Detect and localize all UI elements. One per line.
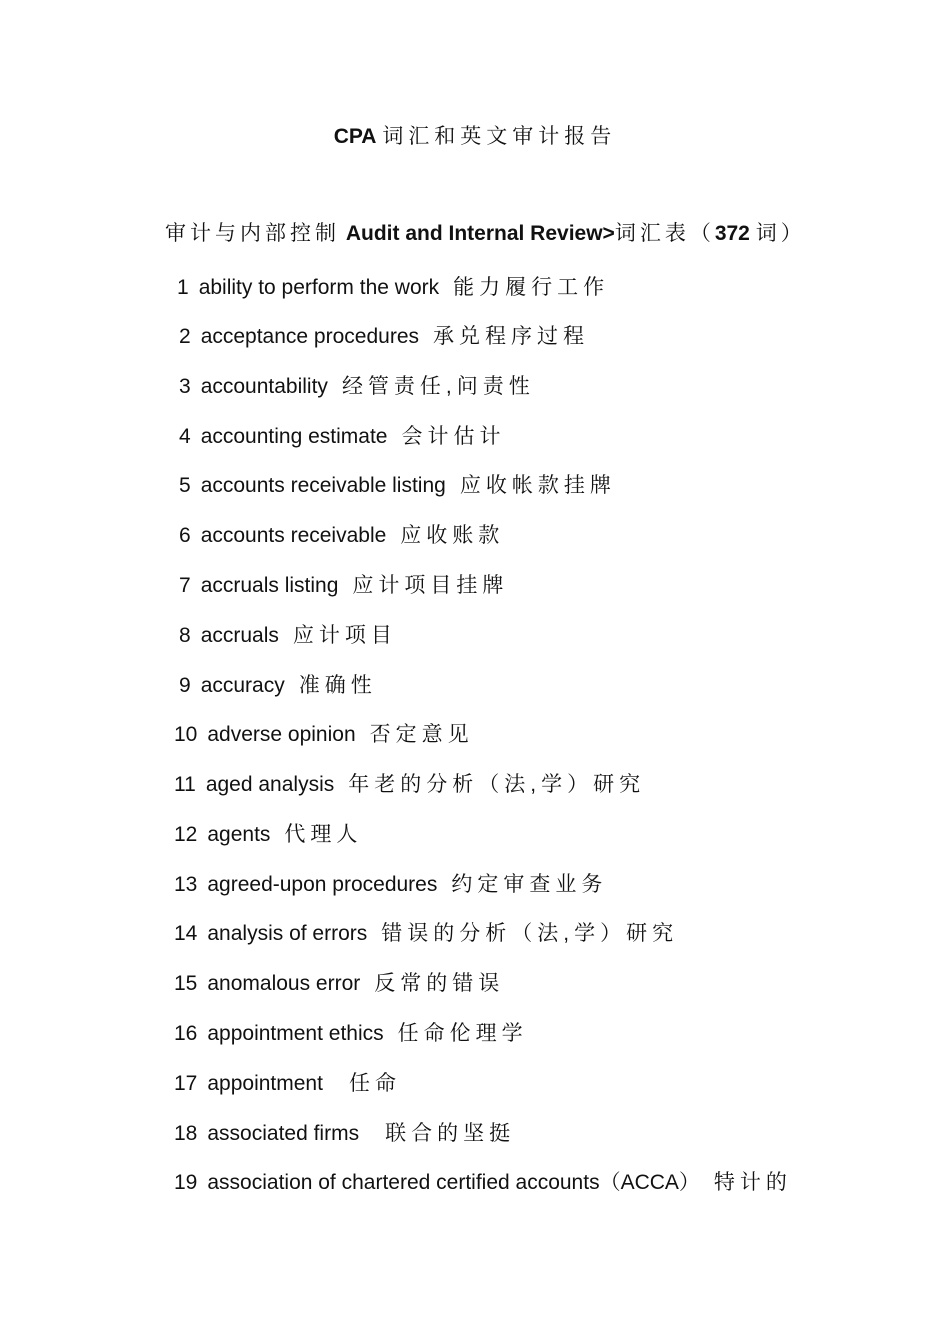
list-item [179, 621, 397, 651]
entry-chinese: 经管责任,问责性 [341, 375, 535, 398]
entry-number: 10 [174, 723, 198, 746]
entry-number: 14 [174, 922, 198, 945]
entry-english: ability to perform the work [198, 276, 440, 299]
entry-chinese: 错误的分析（法,学）研究 [381, 922, 679, 945]
list-item [174, 1069, 401, 1099]
list-item [179, 571, 508, 601]
entry-chinese: 反常的错误 [374, 972, 505, 995]
entry-chinese: 任命伦理学 [397, 1022, 528, 1045]
list-item [174, 770, 645, 800]
entry-chinese: 承兑程序过程 [433, 325, 589, 348]
entry-chinese: 应计项目 [292, 624, 397, 647]
list-item [174, 919, 678, 949]
entry-chinese: 代理人 [284, 823, 363, 846]
entry-number: 8 [179, 624, 191, 647]
entry-english: associated firms [207, 1122, 360, 1145]
entry-english: association of chartered certified accounts（ACCA） [207, 1171, 700, 1194]
entry-chinese: 否定意见 [369, 723, 474, 746]
entry-chinese: 准确性 [298, 674, 377, 697]
entry-number: 11 [174, 773, 196, 796]
entry-chinese: 应计项目挂牌 [352, 574, 509, 597]
list-item [177, 273, 609, 303]
entry-chinese: 年老的分析（法,学）研究 [348, 773, 646, 796]
entry-number: 7 [179, 574, 191, 597]
entry-english: anomalous error [207, 972, 361, 995]
entry-chinese: 任命 [348, 1072, 401, 1095]
list-item [179, 671, 377, 701]
list-item [174, 870, 607, 900]
entry-english: accruals listing [200, 574, 339, 597]
entry-english: appointment [207, 1072, 323, 1095]
entry-number: 17 [174, 1072, 198, 1095]
list-item [179, 422, 505, 452]
entry-english: agreed-upon procedures [207, 873, 438, 896]
list-item [179, 521, 504, 551]
list-item [174, 1019, 528, 1049]
entry-number: 2 [179, 325, 191, 348]
entry-english: accruals [200, 624, 279, 647]
entry-english: adverse opinion [207, 723, 356, 746]
entry-chinese: 应收帐款挂牌 [459, 474, 616, 497]
entry-chinese: 联合的坚挺 [385, 1122, 516, 1145]
list-item [174, 969, 504, 999]
title-latin: CPA [333, 125, 377, 148]
heading-cjk-suffix: 词汇表（ [614, 222, 715, 245]
heading-cjk-prefix: 审计与内部控制 [165, 222, 340, 245]
entry-number: 19 [174, 1171, 198, 1194]
entry-chinese: 特计的 [713, 1171, 792, 1194]
entry-chinese: 约定审查业务 [451, 873, 608, 896]
list-item [174, 820, 362, 850]
entry-number: 6 [179, 524, 191, 547]
entry-number: 4 [179, 425, 191, 448]
entry-chinese: 能力履行工作 [453, 276, 610, 299]
list-item [174, 1168, 792, 1198]
list-item [179, 471, 616, 501]
title-cjk: 词汇和英文审计报告 [382, 125, 617, 148]
entry-number: 15 [174, 972, 198, 995]
entry-english: acceptance procedures [200, 325, 419, 348]
heading-cjk-end: 词） [755, 222, 806, 245]
entry-chinese: 会计估计 [401, 425, 506, 448]
entry-english: accounts receivable listing [200, 474, 446, 497]
entry-english: analysis of errors [207, 922, 368, 945]
entry-number: 5 [179, 474, 191, 497]
section-heading [165, 219, 806, 249]
page-title [0, 122, 950, 152]
entry-chinese: 应收账款 [400, 524, 505, 547]
list-item [174, 720, 474, 750]
entry-number: 13 [174, 873, 198, 896]
entry-english: accounting estimate [200, 425, 388, 448]
entry-number: 16 [174, 1022, 198, 1045]
entry-english: appointment ethics [207, 1022, 384, 1045]
heading-count: 372 [714, 222, 750, 245]
list-item [179, 372, 535, 402]
entry-number: 1 [177, 276, 189, 299]
entry-english: agents [207, 823, 271, 846]
entry-number: 12 [174, 823, 198, 846]
list-item [179, 322, 589, 352]
heading-english: Audit and Internal Review> [345, 222, 615, 245]
entry-english: accounts receivable [200, 524, 387, 547]
entry-number: 3 [179, 375, 191, 398]
entry-number: 9 [179, 674, 191, 697]
list-item [174, 1119, 515, 1149]
entry-english: aged analysis [205, 773, 335, 796]
entry-english: accuracy [200, 674, 285, 697]
entry-number: 18 [174, 1122, 198, 1145]
entry-english: accountability [200, 375, 328, 398]
